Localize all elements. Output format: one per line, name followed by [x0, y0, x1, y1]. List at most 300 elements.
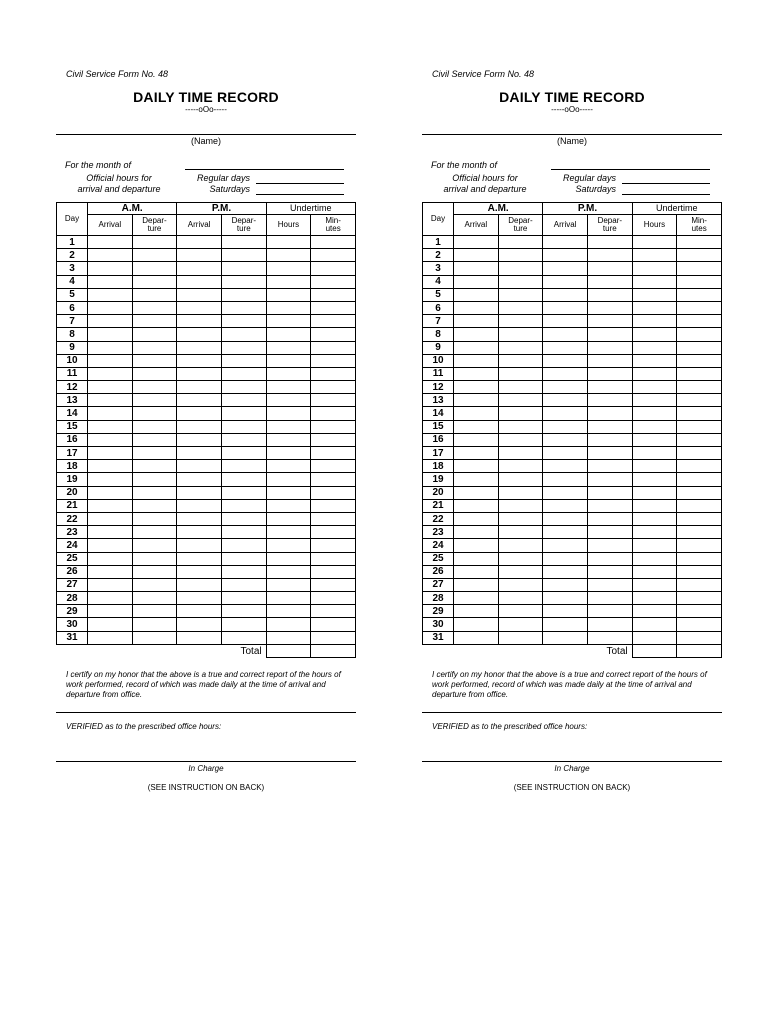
am-departure-cell[interactable] [132, 288, 177, 301]
pm-departure-cell[interactable] [587, 328, 632, 341]
am-departure-cell[interactable] [498, 236, 543, 249]
pm-departure-cell[interactable] [587, 420, 632, 433]
pm-departure-cell[interactable] [587, 262, 632, 275]
am-arrival-cell[interactable] [454, 578, 499, 591]
undertime-hours-cell[interactable] [632, 288, 677, 301]
undertime-minutes-cell[interactable] [311, 605, 356, 618]
am-arrival-cell[interactable] [88, 605, 133, 618]
pm-arrival-cell[interactable] [543, 526, 588, 539]
am-departure-cell[interactable] [498, 486, 543, 499]
pm-arrival-cell[interactable] [177, 605, 222, 618]
am-departure-cell[interactable] [132, 565, 177, 578]
am-arrival-cell[interactable] [88, 328, 133, 341]
am-departure-cell[interactable] [132, 341, 177, 354]
am-arrival-cell[interactable] [454, 486, 499, 499]
am-arrival-cell[interactable] [454, 565, 499, 578]
undertime-minutes-cell[interactable] [311, 394, 356, 407]
pm-arrival-cell[interactable] [543, 394, 588, 407]
am-departure-cell[interactable] [132, 433, 177, 446]
undertime-minutes-cell[interactable] [677, 262, 722, 275]
undertime-hours-cell[interactable] [266, 275, 311, 288]
undertime-hours-cell[interactable] [266, 301, 311, 314]
undertime-minutes-cell[interactable] [311, 328, 356, 341]
undertime-hours-cell[interactable] [632, 262, 677, 275]
pm-departure-cell[interactable] [587, 236, 632, 249]
undertime-minutes-cell[interactable] [311, 565, 356, 578]
undertime-minutes-cell[interactable] [677, 618, 722, 631]
undertime-hours-cell[interactable] [632, 578, 677, 591]
pm-departure-cell[interactable] [587, 486, 632, 499]
pm-departure-cell[interactable] [587, 288, 632, 301]
undertime-hours-cell[interactable] [266, 447, 311, 460]
pm-departure-cell[interactable] [221, 236, 266, 249]
am-departure-cell[interactable] [132, 605, 177, 618]
am-arrival-cell[interactable] [454, 394, 499, 407]
employee-signature-line[interactable] [56, 712, 356, 713]
pm-departure-cell[interactable] [587, 315, 632, 328]
am-arrival-cell[interactable] [88, 341, 133, 354]
undertime-hours-cell[interactable] [266, 328, 311, 341]
pm-arrival-cell[interactable] [177, 565, 222, 578]
undertime-minutes-cell[interactable] [677, 249, 722, 262]
am-arrival-cell[interactable] [88, 301, 133, 314]
undertime-hours-cell[interactable] [632, 354, 677, 367]
undertime-minutes-cell[interactable] [677, 605, 722, 618]
undertime-minutes-cell[interactable] [311, 460, 356, 473]
am-departure-cell[interactable] [498, 288, 543, 301]
am-arrival-cell[interactable] [88, 552, 133, 565]
pm-departure-cell[interactable] [221, 592, 266, 605]
month-field[interactable] [551, 161, 710, 170]
undertime-hours-cell[interactable] [632, 460, 677, 473]
undertime-minutes-cell[interactable] [677, 552, 722, 565]
am-departure-cell[interactable] [498, 407, 543, 420]
pm-arrival-cell[interactable] [543, 315, 588, 328]
undertime-hours-cell[interactable] [632, 328, 677, 341]
pm-departure-cell[interactable] [587, 512, 632, 525]
am-arrival-cell[interactable] [454, 354, 499, 367]
undertime-hours-cell[interactable] [266, 341, 311, 354]
undertime-minutes-cell[interactable] [677, 354, 722, 367]
total-minutes-cell[interactable] [677, 644, 722, 657]
am-arrival-cell[interactable] [454, 301, 499, 314]
pm-departure-cell[interactable] [221, 394, 266, 407]
pm-departure-cell[interactable] [221, 381, 266, 394]
undertime-hours-cell[interactable] [266, 486, 311, 499]
am-departure-cell[interactable] [498, 262, 543, 275]
am-arrival-cell[interactable] [88, 249, 133, 262]
undertime-hours-cell[interactable] [632, 605, 677, 618]
undertime-minutes-cell[interactable] [311, 381, 356, 394]
pm-arrival-cell[interactable] [177, 394, 222, 407]
undertime-hours-cell[interactable] [632, 631, 677, 644]
pm-departure-cell[interactable] [587, 565, 632, 578]
undertime-minutes-cell[interactable] [677, 341, 722, 354]
pm-departure-cell[interactable] [221, 499, 266, 512]
undertime-minutes-cell[interactable] [311, 578, 356, 591]
pm-arrival-cell[interactable] [543, 367, 588, 380]
undertime-minutes-cell[interactable] [677, 631, 722, 644]
am-arrival-cell[interactable] [88, 447, 133, 460]
pm-departure-cell[interactable] [587, 407, 632, 420]
am-departure-cell[interactable] [132, 394, 177, 407]
am-arrival-cell[interactable] [454, 433, 499, 446]
undertime-minutes-cell[interactable] [677, 315, 722, 328]
am-departure-cell[interactable] [498, 301, 543, 314]
undertime-hours-cell[interactable] [632, 433, 677, 446]
am-departure-cell[interactable] [498, 460, 543, 473]
am-arrival-cell[interactable] [88, 367, 133, 380]
am-departure-cell[interactable] [498, 539, 543, 552]
am-arrival-cell[interactable] [88, 631, 133, 644]
undertime-hours-cell[interactable] [266, 249, 311, 262]
am-departure-cell[interactable] [498, 526, 543, 539]
undertime-minutes-cell[interactable] [311, 275, 356, 288]
am-departure-cell[interactable] [132, 262, 177, 275]
pm-departure-cell[interactable] [221, 367, 266, 380]
am-arrival-cell[interactable] [88, 618, 133, 631]
pm-departure-cell[interactable] [587, 631, 632, 644]
pm-arrival-cell[interactable] [543, 539, 588, 552]
am-arrival-cell[interactable] [454, 262, 499, 275]
am-arrival-cell[interactable] [88, 407, 133, 420]
undertime-minutes-cell[interactable] [677, 578, 722, 591]
undertime-minutes-cell[interactable] [677, 301, 722, 314]
pm-arrival-cell[interactable] [177, 433, 222, 446]
undertime-hours-cell[interactable] [632, 539, 677, 552]
pm-departure-cell[interactable] [221, 301, 266, 314]
am-departure-cell[interactable] [498, 394, 543, 407]
pm-arrival-cell[interactable] [543, 473, 588, 486]
pm-arrival-cell[interactable] [177, 301, 222, 314]
undertime-hours-cell[interactable] [632, 512, 677, 525]
am-departure-cell[interactable] [498, 447, 543, 460]
undertime-minutes-cell[interactable] [311, 447, 356, 460]
pm-arrival-cell[interactable] [177, 275, 222, 288]
am-departure-cell[interactable] [498, 367, 543, 380]
month-field[interactable] [185, 161, 344, 170]
pm-arrival-cell[interactable] [177, 288, 222, 301]
am-departure-cell[interactable] [498, 499, 543, 512]
pm-arrival-cell[interactable] [177, 486, 222, 499]
pm-departure-cell[interactable] [221, 618, 266, 631]
pm-arrival-cell[interactable] [543, 407, 588, 420]
pm-departure-cell[interactable] [221, 262, 266, 275]
pm-departure-cell[interactable] [221, 631, 266, 644]
undertime-minutes-cell[interactable] [311, 526, 356, 539]
am-departure-cell[interactable] [498, 552, 543, 565]
am-departure-cell[interactable] [132, 328, 177, 341]
am-arrival-cell[interactable] [88, 315, 133, 328]
am-departure-cell[interactable] [498, 618, 543, 631]
pm-departure-cell[interactable] [587, 592, 632, 605]
am-arrival-cell[interactable] [454, 526, 499, 539]
pm-arrival-cell[interactable] [177, 512, 222, 525]
pm-arrival-cell[interactable] [177, 578, 222, 591]
pm-arrival-cell[interactable] [543, 341, 588, 354]
am-arrival-cell[interactable] [454, 275, 499, 288]
am-arrival-cell[interactable] [88, 526, 133, 539]
am-arrival-cell[interactable] [88, 565, 133, 578]
pm-arrival-cell[interactable] [543, 486, 588, 499]
pm-departure-cell[interactable] [221, 512, 266, 525]
in-charge-signature-line[interactable] [56, 761, 356, 762]
pm-departure-cell[interactable] [587, 381, 632, 394]
undertime-minutes-cell[interactable] [311, 341, 356, 354]
pm-departure-cell[interactable] [221, 315, 266, 328]
undertime-hours-cell[interactable] [632, 499, 677, 512]
undertime-hours-cell[interactable] [632, 367, 677, 380]
pm-departure-cell[interactable] [221, 460, 266, 473]
pm-arrival-cell[interactable] [543, 565, 588, 578]
total-hours-cell[interactable] [632, 644, 677, 657]
pm-departure-cell[interactable] [587, 526, 632, 539]
am-departure-cell[interactable] [498, 605, 543, 618]
pm-departure-cell[interactable] [587, 578, 632, 591]
undertime-minutes-cell[interactable] [677, 381, 722, 394]
am-departure-cell[interactable] [498, 341, 543, 354]
pm-arrival-cell[interactable] [177, 262, 222, 275]
am-departure-cell[interactable] [132, 473, 177, 486]
pm-departure-cell[interactable] [221, 354, 266, 367]
undertime-hours-cell[interactable] [632, 407, 677, 420]
pm-arrival-cell[interactable] [177, 460, 222, 473]
pm-departure-cell[interactable] [587, 433, 632, 446]
undertime-hours-cell[interactable] [632, 473, 677, 486]
am-arrival-cell[interactable] [88, 578, 133, 591]
total-hours-cell[interactable] [266, 644, 311, 657]
undertime-hours-cell[interactable] [266, 407, 311, 420]
in-charge-signature-line[interactable] [422, 761, 722, 762]
pm-departure-cell[interactable] [587, 354, 632, 367]
undertime-hours-cell[interactable] [632, 301, 677, 314]
pm-arrival-cell[interactable] [543, 288, 588, 301]
undertime-hours-cell[interactable] [266, 539, 311, 552]
undertime-minutes-cell[interactable] [311, 367, 356, 380]
am-arrival-cell[interactable] [88, 288, 133, 301]
am-arrival-cell[interactable] [454, 460, 499, 473]
undertime-minutes-cell[interactable] [311, 512, 356, 525]
am-arrival-cell[interactable] [454, 447, 499, 460]
pm-departure-cell[interactable] [221, 539, 266, 552]
pm-arrival-cell[interactable] [543, 618, 588, 631]
am-departure-cell[interactable] [132, 552, 177, 565]
pm-departure-cell[interactable] [221, 341, 266, 354]
undertime-minutes-cell[interactable] [677, 275, 722, 288]
pm-arrival-cell[interactable] [177, 539, 222, 552]
am-departure-cell[interactable] [132, 367, 177, 380]
undertime-hours-cell[interactable] [632, 341, 677, 354]
employee-signature-line[interactable] [422, 712, 722, 713]
am-arrival-cell[interactable] [454, 631, 499, 644]
pm-arrival-cell[interactable] [177, 499, 222, 512]
pm-arrival-cell[interactable] [543, 249, 588, 262]
pm-departure-cell[interactable] [587, 341, 632, 354]
undertime-hours-cell[interactable] [632, 565, 677, 578]
undertime-hours-cell[interactable] [266, 433, 311, 446]
am-arrival-cell[interactable] [88, 236, 133, 249]
am-departure-cell[interactable] [498, 328, 543, 341]
pm-departure-cell[interactable] [221, 552, 266, 565]
pm-departure-cell[interactable] [221, 328, 266, 341]
undertime-minutes-cell[interactable] [677, 460, 722, 473]
undertime-hours-cell[interactable] [632, 236, 677, 249]
pm-departure-cell[interactable] [221, 249, 266, 262]
pm-arrival-cell[interactable] [543, 499, 588, 512]
pm-arrival-cell[interactable] [543, 381, 588, 394]
am-departure-cell[interactable] [132, 381, 177, 394]
pm-departure-cell[interactable] [221, 420, 266, 433]
undertime-hours-cell[interactable] [632, 486, 677, 499]
am-departure-cell[interactable] [132, 249, 177, 262]
undertime-hours-cell[interactable] [266, 420, 311, 433]
am-departure-cell[interactable] [132, 486, 177, 499]
undertime-hours-cell[interactable] [632, 249, 677, 262]
undertime-hours-cell[interactable] [632, 275, 677, 288]
undertime-hours-cell[interactable] [266, 526, 311, 539]
undertime-hours-cell[interactable] [632, 592, 677, 605]
undertime-hours-cell[interactable] [266, 552, 311, 565]
pm-departure-cell[interactable] [221, 605, 266, 618]
pm-departure-cell[interactable] [221, 486, 266, 499]
am-departure-cell[interactable] [498, 578, 543, 591]
undertime-hours-cell[interactable] [632, 420, 677, 433]
am-arrival-cell[interactable] [454, 407, 499, 420]
undertime-minutes-cell[interactable] [677, 328, 722, 341]
undertime-hours-cell[interactable] [266, 618, 311, 631]
am-departure-cell[interactable] [132, 618, 177, 631]
am-departure-cell[interactable] [132, 275, 177, 288]
undertime-hours-cell[interactable] [266, 631, 311, 644]
undertime-hours-cell[interactable] [266, 512, 311, 525]
am-arrival-cell[interactable] [88, 354, 133, 367]
pm-departure-cell[interactable] [587, 499, 632, 512]
undertime-minutes-cell[interactable] [677, 486, 722, 499]
am-departure-cell[interactable] [132, 539, 177, 552]
undertime-minutes-cell[interactable] [677, 539, 722, 552]
pm-departure-cell[interactable] [221, 578, 266, 591]
am-arrival-cell[interactable] [454, 552, 499, 565]
am-departure-cell[interactable] [132, 512, 177, 525]
pm-departure-cell[interactable] [587, 539, 632, 552]
pm-arrival-cell[interactable] [177, 552, 222, 565]
undertime-hours-cell[interactable] [266, 565, 311, 578]
am-arrival-cell[interactable] [454, 420, 499, 433]
am-arrival-cell[interactable] [454, 367, 499, 380]
am-departure-cell[interactable] [498, 433, 543, 446]
undertime-minutes-cell[interactable] [311, 407, 356, 420]
pm-arrival-cell[interactable] [543, 328, 588, 341]
am-departure-cell[interactable] [132, 236, 177, 249]
undertime-minutes-cell[interactable] [677, 288, 722, 301]
am-departure-cell[interactable] [498, 473, 543, 486]
undertime-minutes-cell[interactable] [311, 236, 356, 249]
undertime-minutes-cell[interactable] [311, 552, 356, 565]
am-arrival-cell[interactable] [88, 539, 133, 552]
pm-arrival-cell[interactable] [177, 328, 222, 341]
undertime-hours-cell[interactable] [632, 552, 677, 565]
name-field[interactable] [422, 134, 722, 135]
undertime-hours-cell[interactable] [266, 354, 311, 367]
undertime-minutes-cell[interactable] [311, 631, 356, 644]
undertime-hours-cell[interactable] [266, 236, 311, 249]
undertime-minutes-cell[interactable] [311, 499, 356, 512]
undertime-hours-cell[interactable] [266, 460, 311, 473]
undertime-minutes-cell[interactable] [311, 539, 356, 552]
undertime-minutes-cell[interactable] [677, 394, 722, 407]
am-arrival-cell[interactable] [454, 249, 499, 262]
pm-arrival-cell[interactable] [177, 407, 222, 420]
pm-arrival-cell[interactable] [543, 592, 588, 605]
am-arrival-cell[interactable] [454, 473, 499, 486]
undertime-minutes-cell[interactable] [311, 288, 356, 301]
undertime-minutes-cell[interactable] [311, 473, 356, 486]
undertime-hours-cell[interactable] [632, 618, 677, 631]
pm-arrival-cell[interactable] [177, 236, 222, 249]
undertime-minutes-cell[interactable] [311, 486, 356, 499]
pm-departure-cell[interactable] [587, 552, 632, 565]
am-arrival-cell[interactable] [88, 433, 133, 446]
am-arrival-cell[interactable] [88, 460, 133, 473]
pm-arrival-cell[interactable] [543, 433, 588, 446]
am-departure-cell[interactable] [498, 381, 543, 394]
am-departure-cell[interactable] [132, 578, 177, 591]
undertime-hours-cell[interactable] [266, 288, 311, 301]
am-arrival-cell[interactable] [88, 262, 133, 275]
am-departure-cell[interactable] [498, 592, 543, 605]
pm-departure-cell[interactable] [587, 447, 632, 460]
undertime-minutes-cell[interactable] [677, 447, 722, 460]
am-arrival-cell[interactable] [454, 605, 499, 618]
am-departure-cell[interactable] [132, 631, 177, 644]
am-departure-cell[interactable] [132, 354, 177, 367]
pm-arrival-cell[interactable] [543, 552, 588, 565]
pm-arrival-cell[interactable] [177, 592, 222, 605]
am-departure-cell[interactable] [132, 499, 177, 512]
am-departure-cell[interactable] [132, 301, 177, 314]
am-arrival-cell[interactable] [454, 592, 499, 605]
pm-arrival-cell[interactable] [543, 354, 588, 367]
am-arrival-cell[interactable] [88, 394, 133, 407]
pm-arrival-cell[interactable] [543, 420, 588, 433]
pm-departure-cell[interactable] [221, 473, 266, 486]
am-arrival-cell[interactable] [88, 381, 133, 394]
undertime-hours-cell[interactable] [632, 394, 677, 407]
am-arrival-cell[interactable] [454, 328, 499, 341]
pm-arrival-cell[interactable] [543, 512, 588, 525]
pm-arrival-cell[interactable] [543, 236, 588, 249]
pm-departure-cell[interactable] [587, 605, 632, 618]
undertime-minutes-cell[interactable] [677, 512, 722, 525]
am-arrival-cell[interactable] [454, 236, 499, 249]
am-departure-cell[interactable] [132, 315, 177, 328]
am-arrival-cell[interactable] [454, 512, 499, 525]
am-arrival-cell[interactable] [454, 341, 499, 354]
saturdays-field[interactable] [622, 184, 710, 195]
pm-arrival-cell[interactable] [543, 578, 588, 591]
am-departure-cell[interactable] [132, 407, 177, 420]
am-arrival-cell[interactable] [454, 618, 499, 631]
pm-arrival-cell[interactable] [177, 473, 222, 486]
pm-departure-cell[interactable] [587, 394, 632, 407]
pm-arrival-cell[interactable] [177, 354, 222, 367]
am-departure-cell[interactable] [498, 354, 543, 367]
undertime-minutes-cell[interactable] [311, 315, 356, 328]
am-arrival-cell[interactable] [88, 512, 133, 525]
undertime-minutes-cell[interactable] [677, 499, 722, 512]
am-arrival-cell[interactable] [88, 592, 133, 605]
undertime-minutes-cell[interactable] [311, 354, 356, 367]
